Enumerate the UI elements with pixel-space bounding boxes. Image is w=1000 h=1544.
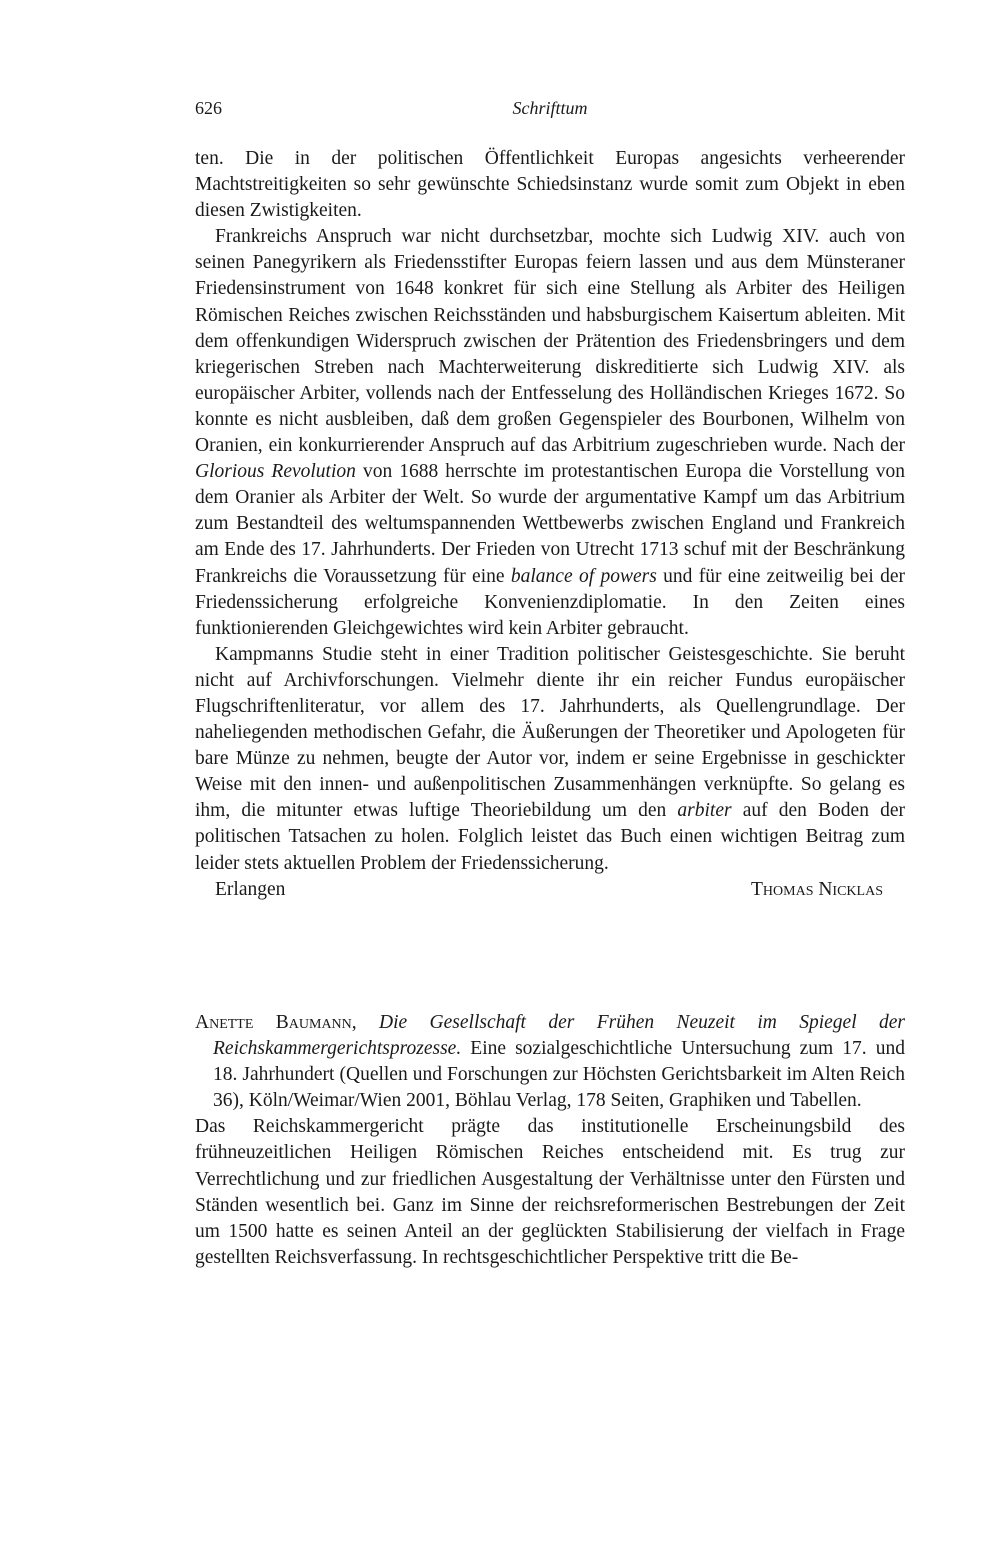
running-head: Schrifttum [512, 98, 588, 118]
signature-author: Thomas Nicklas [751, 878, 883, 900]
page-header [195, 98, 905, 122]
paragraph-2 [195, 224, 905, 642]
term-arbiter: arbiter [677, 800, 732, 822]
book-details: Eine sozialgeschichtliche Untersuchung zum 17. und 18. Jahrhundert (Quellen und Forschungen zur Höchsten Gerichtsbarkeit im Alten Reich 36), Köln/Weimar/Wien 2001, Böhlau Verlag, 178 Seiten, Graphiken und Tabellen. [213, 1038, 905, 1112]
signature-place: Erlangen [215, 878, 286, 900]
review-paragraph: Das Reichskammergericht prägte das institutionelle Erscheinungsbild des frühneuzeitlichen Heiligen Römischen Reiches entscheidend mit. Es trug zur Verrechtlichung und zur friedlichen Ausgestaltung der Verhältnisse unter den Fürsten und Ständen wesentlich bei. Ganz im Sinne der reichsreformerischen Bestrebungen der Zeit um 1500 hatte es seinen Anteil an der geglückten Stabilisierung der vielfach in Frage gestellten Reichsverfassung. In rechtsgeschichtlicher Perspektive tritt die Be- [195, 1116, 905, 1268]
paragraph-2-text-c: und für eine zeitweilig bei der Friedenssicherung erfolgreiche Konvenienzdiplomatie. In den Zeiten eines funktionierenden Gleichgewichtes wird kein Arbiter gebraucht. [195, 565, 905, 639]
review-continuation [195, 146, 905, 903]
book-title: Die Gesellschaft der Frühen Neuzeit im Spiegel der Reichskammergerichtsprozesse. [213, 1012, 905, 1060]
paragraph-3 [195, 642, 905, 877]
new-review-entry [195, 1010, 905, 1271]
term-balance-of-powers: balance of powers [510, 565, 657, 587]
page-number: 626 [195, 98, 222, 118]
paragraph-2-text-a: Frankreichs Anspruch war nicht durchsetzbar, mochte sich Ludwig XIV. auch von seinen Panegyrikern als Friedensstifter Europas feiern lassen und aus dem Münsteraner Friedensinstrument von 1648 konkret für sich eine Stellung als Arbiter des Heiligen Römischen Reiches zwischen Reichsständen und habsburgischem Kaisertum ableiten. Mit dem offenkundigen Widerspruch zwischen der Prätention des Friedensbringers und dem kriegerischen Streben nach Machterweiterung diskreditierte sich Ludwig XIV. als europäischer Arbiter, vollends nach der Entfesselung des Holländischen Krieges 1672. So konnte es nicht ausbleiben, daß dem großen Gegenspieler des Bourbonen, Wilhelm von Oranien, ein konkurrierender Anspruch auf das Arbitrium zugeschrieben wurde. Nach der [195, 226, 905, 457]
paragraph-2-text-b: von 1688 herrschte im protestantischen Europa die Vorstellung von dem Oranier als Arbiter der Welt. So wurde der argumentative Kampf um das Arbitrium zum Bestandteil des weltumspannenden Wettbewerbs zwischen England und Frankreich am Ende des 17. Jahrhunderts. Der Frieden von Utrecht 1713 schuf mit der Beschränkung Frankreichs die Voraussetzung für eine [195, 461, 905, 587]
paragraph-1: ten. Die in der politischen Öffentlichkeit Europas angesichts verheerender Machtstreitigkeiten so sehr gewünschte Schiedsinstanz wurde somit zum Objekt in eben diesen Zwistigkeiten. [195, 148, 905, 222]
paragraph-3-text-b: auf den Boden der politischen Tatsachen zu holen. Folglich leistet das Buch einen wichtigen Beitrag zum leider stets aktuellen Problem der Friedenssicherung. [195, 800, 905, 874]
term-glorious-revolution: Glorious Revolution [195, 461, 356, 483]
review-signature [195, 877, 905, 903]
bibliographic-entry [195, 1010, 905, 1114]
paragraph-3-text-a: Kampmanns Studie steht in einer Tradition politischer Geistesgeschichte. Sie beruht nicht auf Archivforschungen. Vielmehr diente ihr ein reicher Fundus europäischer Flugschriftenliteratur, vor allem des 17. Jahrhunderts, als Quellengrundlage. Der naheliegenden methodischen Gefahr, die Äußerungen der Theoretiker und Apologeten für bare Münze zu nehmen, beugte der Autor vor, indem er seine Ergebnisse in geschickter Weise mit den innen- und außenpolitischen Zusammenhängen verknüpfte. So gelang es ihm, die mitunter etwas luftige Theoriebildung um den [195, 643, 905, 822]
book-author: Anette Baumann, [195, 1012, 357, 1033]
